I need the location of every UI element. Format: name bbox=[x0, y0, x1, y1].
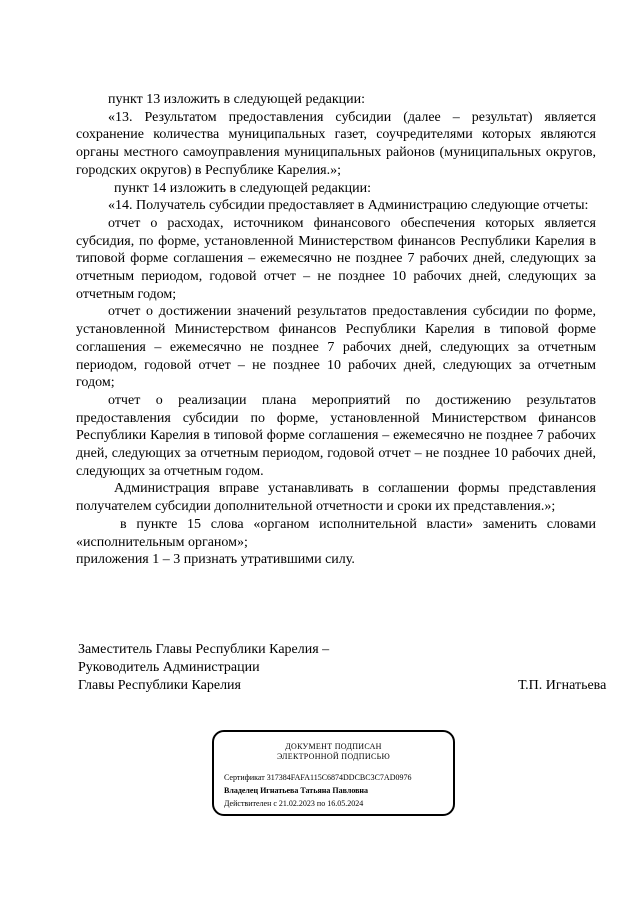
paragraph-expense-report: отчет о расходах, источником финансового обеспечения которых является субсидия, по форме, установленной Министерством финансов Республики Карелия в типовой форме соглашения – ежемесячно не позднее 7 рабочих дней, следующих за отчетным периодом, годовой отчет – не позднее 10 рабочих дней, следующих за отчетным годом; bbox=[76, 215, 596, 302]
paragraph-plan-report: отчет о реализации плана мероприятий по достижению результатов предоставления субсидии по форме, установленной Министерством финансов Республики Карелия в типовой форме соглашения – ежемесячно не позднее 7 рабочих дней, следующих за отчетным периодом, годовой отчет – не позднее 10 рабочих дней, следующих за отчетным годом. bbox=[76, 392, 596, 479]
paragraph-item-13-text: «13. Результатом предоставления субсидии (далее – результат) является сохранение количества муниципальных газет, соучредителями которых являются органы местного самоуправления муниципальных районов (муниципальных округов, городских округов) в Республике Карелия.»; bbox=[76, 109, 596, 178]
signatory-name: Т.П. Игнатьева bbox=[518, 678, 607, 693]
paragraph-appendices: приложения 1 – 3 признать утратившими силу. bbox=[76, 552, 355, 568]
document-body bbox=[76, 91, 596, 569]
paragraph-results-report: отчет о достижении значений результатов предоставления субсидии по форме, установленной Министерством финансов Республики Карелия в типовой форме соглашения – ежемесячно не позднее 7 рабочих дней, следующих за отчетным периодом, годовой отчет – не позднее 10 рабочих дней, следующих за отчетным годом; bbox=[76, 304, 596, 391]
signatory-position-line: Главы Республики Карелия bbox=[78, 678, 241, 693]
stamp-title bbox=[214, 742, 453, 762]
paragraph-item-13-intro: пункт 13 изложить в следующей редакции: bbox=[108, 92, 365, 107]
stamp-validity: Действителен с 21.02.2023 по 16.05.2024 bbox=[224, 799, 364, 808]
paragraph-item-15: в пункте 15 слова «органом исполнительной власти» заменить словами «исполнительным органом»; bbox=[76, 516, 596, 550]
paragraph-additional-reporting: Администрация вправе устанавливать в соглашении формы представления получателем субсидии дополнительной отчетности и сроки их представления.»; bbox=[76, 481, 596, 515]
signatory-position-line: Заместитель Главы Республики Карелия – bbox=[78, 642, 330, 657]
stamp-title-line: ЭЛЕКТРОННОЙ ПОДПИСЬЮ bbox=[276, 752, 391, 761]
paragraph-item-14-intro: пункт 14 изложить в следующей редакции: bbox=[114, 180, 371, 196]
signatory-position bbox=[78, 641, 329, 695]
electronic-signature-stamp bbox=[212, 730, 455, 816]
stamp-certificate: Сертификат 317384FAFA115C6874DDCBC3C7AD0976 bbox=[224, 773, 412, 782]
stamp-title-line: ДОКУМЕНТ ПОДПИСАН bbox=[285, 742, 382, 751]
signatory-position-line: Руководитель Администрации bbox=[78, 660, 260, 675]
stamp-owner: Владелец Игнатьева Татьяна Павловна bbox=[224, 786, 369, 795]
paragraph-item-14-text: «14. Получатель субсидии предоставляет в Администрацию следующие отчеты: bbox=[108, 198, 589, 214]
